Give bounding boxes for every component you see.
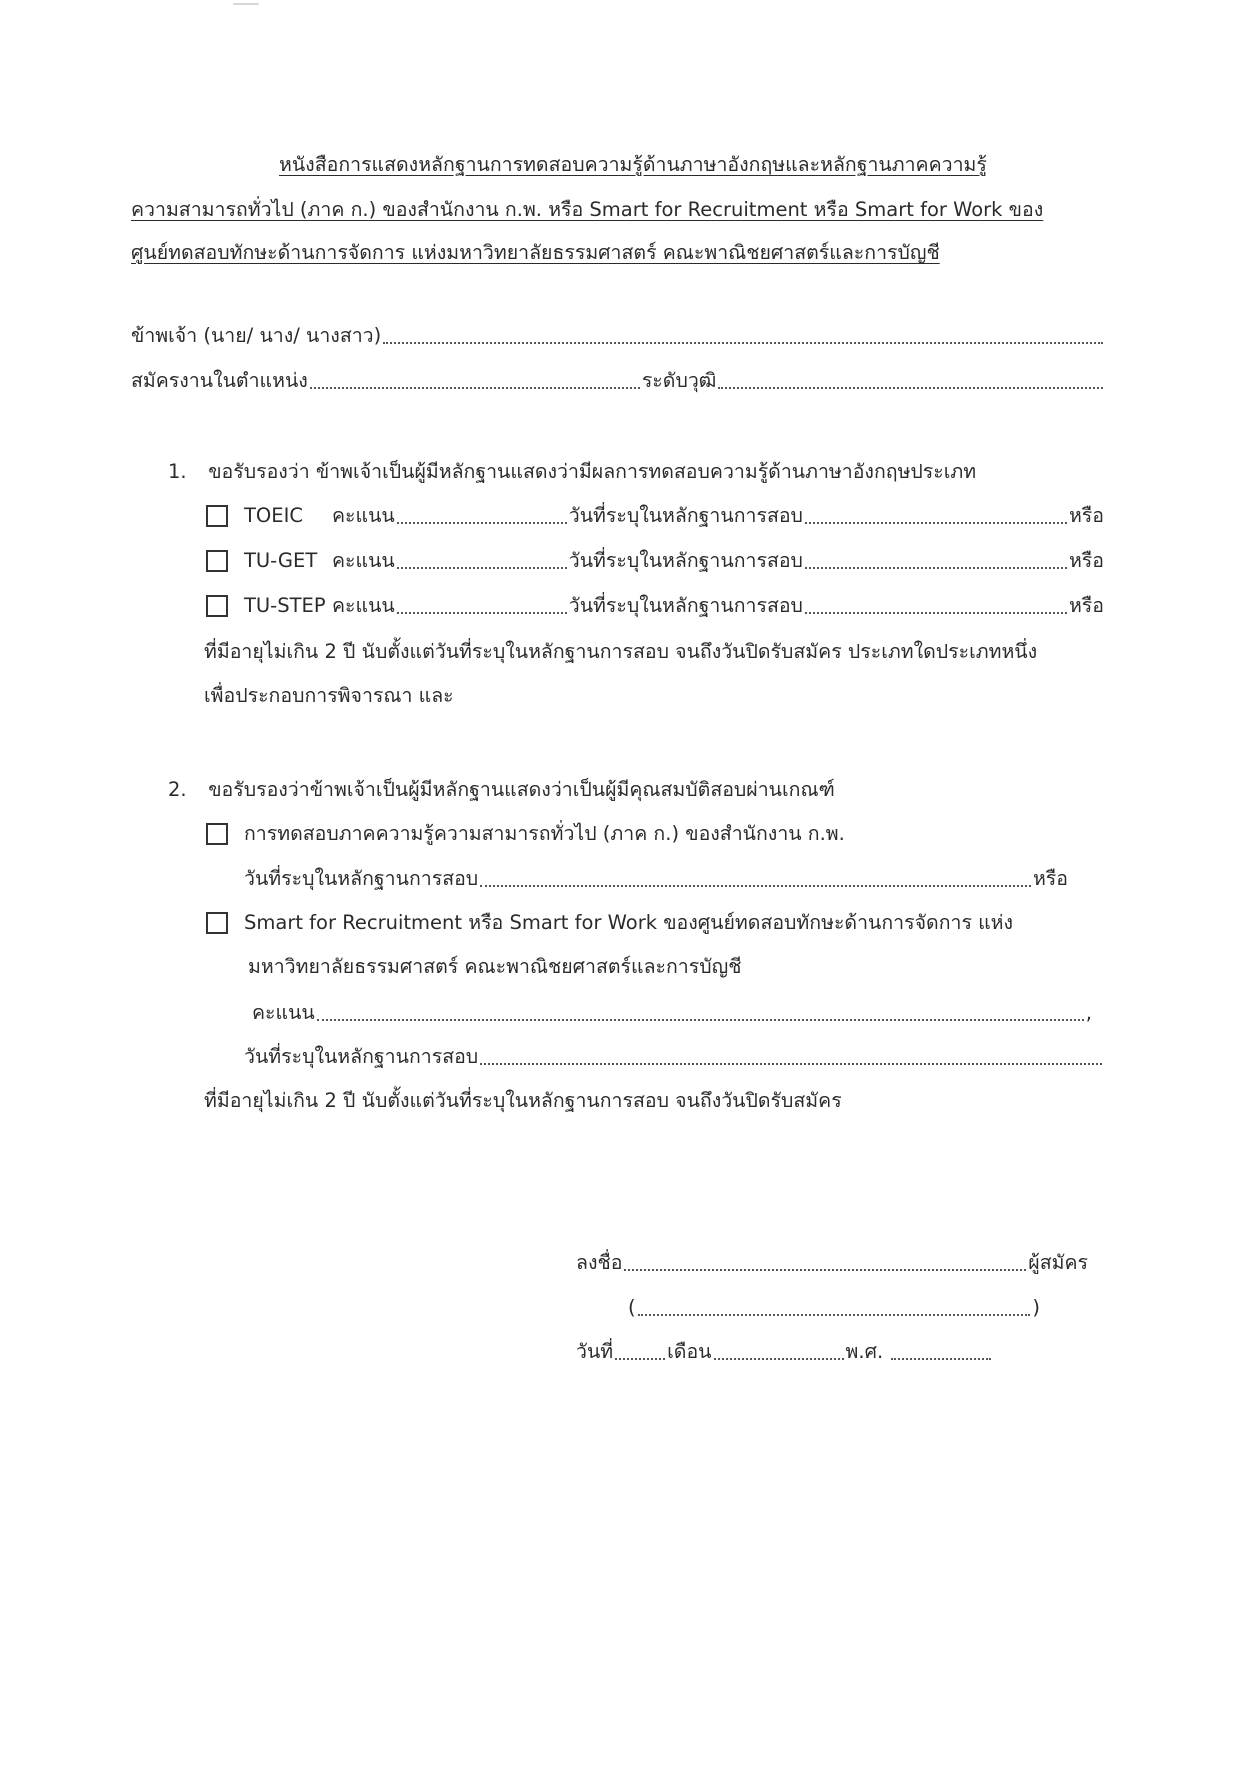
- gor-por-text: การทดสอบภาคความรู้ความสามารถทั่วไป (ภาค ก.) ของสำนักงาน ก.พ.: [244, 822, 845, 845]
- tustep-date-label: วันที่ระบุในหลักฐานการสอบ: [568, 594, 803, 617]
- toeic-or-label: หรือ: [1068, 504, 1104, 527]
- toeic-name: TOEIC: [244, 504, 303, 527]
- toeic-score-label: คะแนน: [332, 504, 395, 527]
- option-toeic-row: [206, 501, 1104, 531]
- tustep-score-blank[interactable]: [397, 611, 567, 614]
- tuget-or-label: หรือ: [1068, 549, 1104, 572]
- applicant-name-row: [131, 321, 1105, 351]
- year-blank[interactable]: [891, 1357, 991, 1360]
- tustep-name: TU-STEP: [244, 594, 326, 617]
- year-label: พ.ศ.: [845, 1340, 884, 1363]
- tustep-or-label: หรือ: [1068, 594, 1104, 617]
- smart-checkbox[interactable]: [206, 912, 228, 934]
- tuget-name: TU-GET: [244, 549, 318, 572]
- smart-text-line-1: Smart for Recruitment หรือ Smart for Work ของศูนย์ทดสอบทักษะด้านการจัดการ แห่ง: [244, 911, 1014, 934]
- tuget-checkbox[interactable]: [206, 550, 228, 572]
- smart-score-row: [252, 998, 1092, 1028]
- toeic-date-label: วันที่ระบุในหลักฐานการสอบ: [568, 504, 803, 527]
- toeic-date-blank[interactable]: [805, 521, 1067, 524]
- gor-por-date-label: วันที่ระบุในหลักฐานการสอบ: [244, 867, 479, 890]
- gor-por-or-label: หรือ: [1032, 867, 1068, 890]
- section2-note: ที่มีอายุไม่เกิน 2 ปี นับตั้งแต่วันที่ระบุในหลักฐานการสอบ จนถึงวันปิดรับสมัคร: [204, 1089, 842, 1112]
- applicant-name-blank[interactable]: [383, 341, 1103, 344]
- smart-date-blank[interactable]: [480, 1062, 1102, 1065]
- tustep-score-label: คะแนน: [332, 594, 395, 617]
- section1-number: 1.: [168, 460, 187, 483]
- degree-label: ระดับวุฒิ: [641, 369, 717, 392]
- signature-row: [576, 1248, 1088, 1278]
- gor-por-date-blank[interactable]: [480, 884, 1031, 887]
- section1-note-line-1: ที่มีอายุไม่เกิน 2 ปี นับตั้งแต่วันที่ระบุในหลักฐานการสอบ จนถึงวันปิดรับสมัคร ประเภทใดประเภทหนึ่ง: [204, 640, 1038, 663]
- smart-date-row: [244, 1042, 1104, 1072]
- month-blank[interactable]: [714, 1357, 844, 1360]
- option-tustep-row: [206, 591, 1104, 621]
- tustep-checkbox[interactable]: [206, 595, 228, 617]
- scan-smudge: [233, 3, 259, 5]
- day-blank[interactable]: [615, 1357, 665, 1360]
- position-label: สมัครงานในตำแหน่ง: [131, 369, 308, 392]
- signature-blank[interactable]: [624, 1268, 1026, 1271]
- degree-blank[interactable]: [718, 386, 1103, 389]
- title-line-1: หนังสือการแสดงหลักฐานการทดสอบความรู้ด้านภาษาอังกฤษและหลักฐานภาคความรู้: [279, 153, 987, 176]
- section1-note-line-2: เพื่อประกอบการพิจารณา และ: [204, 684, 454, 707]
- smart-score-blank[interactable]: [317, 1018, 1084, 1021]
- month-label: เดือน: [667, 1340, 712, 1363]
- applicant-role-label: ผู้สมัคร: [1028, 1251, 1088, 1274]
- position-blank[interactable]: [310, 386, 640, 389]
- smart-score-end: ,: [1085, 1001, 1092, 1024]
- title-line-3: ศูนย์ทดสอบทักษะด้านการจัดการ แห่งมหาวิทยาลัยธรรมศาสตร์ คณะพาณิชยศาสตร์และการบัญชี: [131, 241, 940, 264]
- printed-name-blank[interactable]: [638, 1313, 1031, 1316]
- section2-heading-row: [168, 775, 835, 805]
- toeic-checkbox[interactable]: [206, 505, 228, 527]
- smart-text-line-2: มหาวิทยาลัยธรรมศาสตร์ คณะพาณิชยศาสตร์และการบัญชี: [248, 955, 742, 978]
- smart-score-label: คะแนน: [252, 1001, 315, 1024]
- option-tuget-row: [206, 546, 1104, 576]
- tuget-score-blank[interactable]: [397, 566, 567, 569]
- title-line-2: ความสามารถทั่วไป (ภาค ก.) ของสำนักงาน ก.พ. หรือ Smart for Recruitment หรือ Smart for Work ของ: [131, 198, 1044, 221]
- smart-date-label: วันที่ระบุในหลักฐานการสอบ: [244, 1045, 479, 1068]
- day-label: วันที่: [576, 1340, 614, 1363]
- tuget-score-label: คะแนน: [332, 549, 395, 572]
- tuget-date-blank[interactable]: [805, 566, 1067, 569]
- section1-heading: ขอรับรองว่า ข้าพเจ้าเป็นผู้มีหลักฐานแสดงว่ามีผลการทดสอบความรู้ด้านภาษาอังกฤษประเภท: [208, 460, 977, 483]
- section2-option1-row: [206, 819, 1104, 849]
- open-paren: (: [628, 1296, 636, 1319]
- section1-heading-row: [168, 457, 976, 487]
- tustep-date-blank[interactable]: [805, 611, 1067, 614]
- sign-label: ลงชื่อ: [576, 1251, 623, 1274]
- tuget-date-label: วันที่ระบุในหลักฐานการสอบ: [568, 549, 803, 572]
- section2-heading: ขอรับรองว่าข้าพเจ้าเป็นผู้มีหลักฐานแสดงว่าเป็นผู้มีคุณสมบัติสอบผ่านเกณฑ์: [208, 778, 835, 801]
- gor-por-checkbox[interactable]: [206, 823, 228, 845]
- applicant-name-label: ข้าพเจ้า (นาย/ นาง/ นางสาว): [131, 324, 382, 347]
- toeic-score-blank[interactable]: [397, 521, 567, 524]
- date-row: [576, 1337, 1036, 1367]
- section2-option1-date-row: [244, 864, 1068, 894]
- section2-option2-row: [206, 908, 1104, 938]
- close-paren: ): [1032, 1296, 1040, 1319]
- section2-number: 2.: [168, 778, 187, 801]
- applicant-position-row: [131, 366, 1105, 396]
- printed-name-row: [628, 1293, 1040, 1323]
